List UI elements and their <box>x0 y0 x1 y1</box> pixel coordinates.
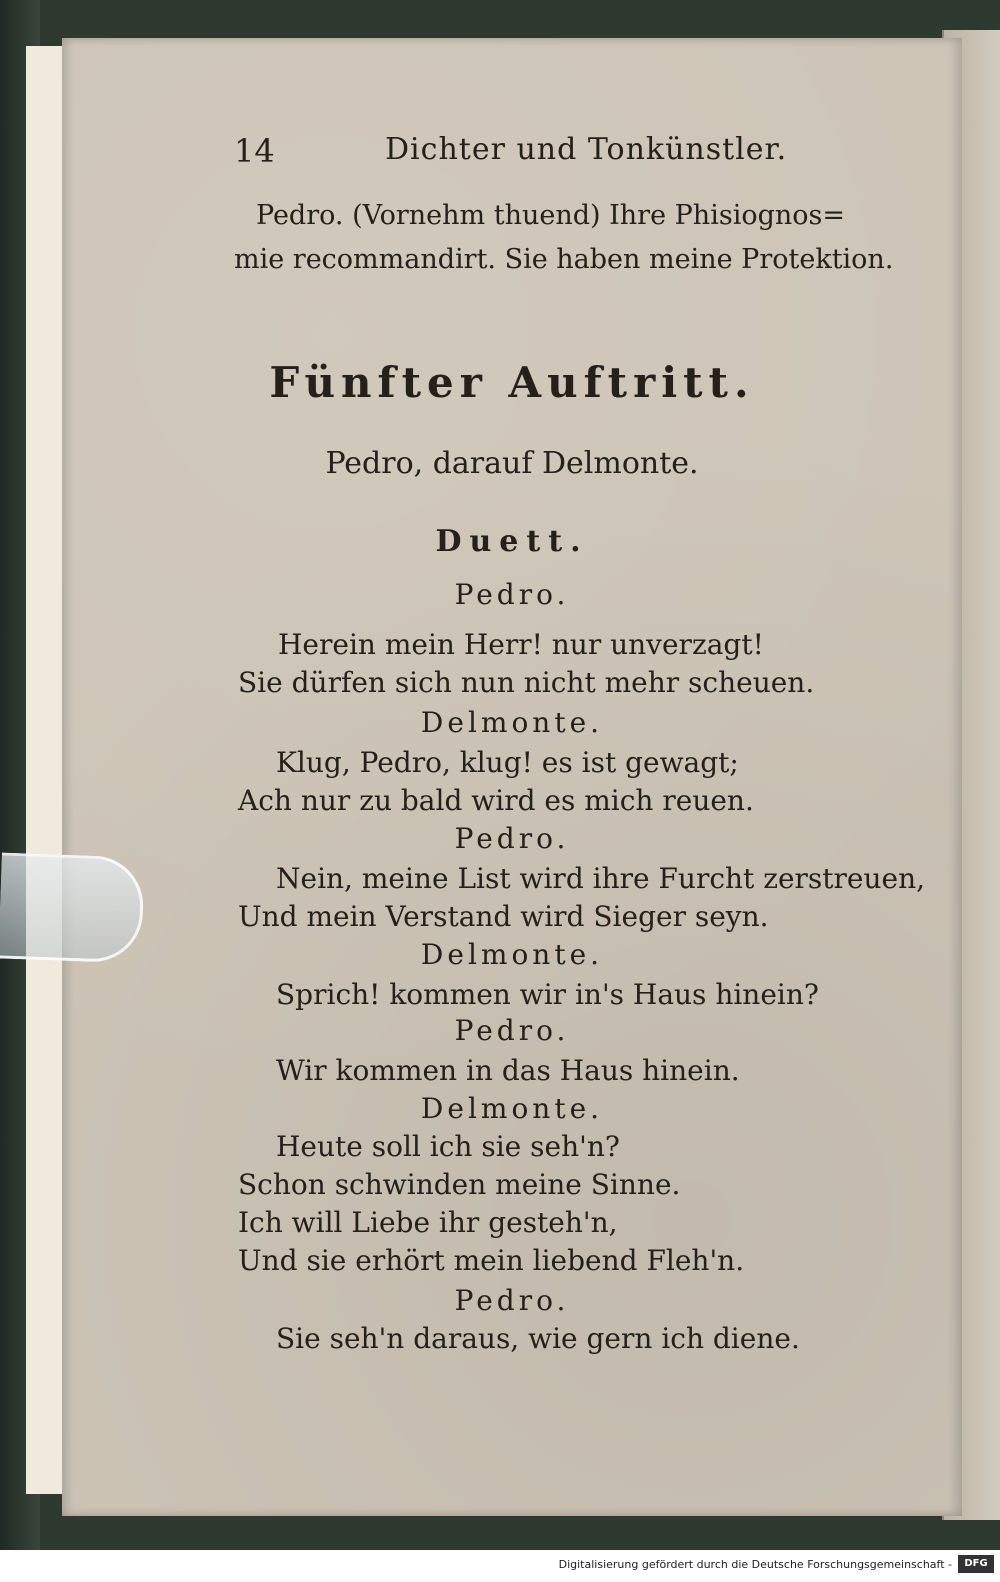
verse-line: Heute soll ich sie seh'n? <box>276 1130 620 1163</box>
verse-line: Und mein Verstand wird Sieger seyn. <box>238 900 769 933</box>
verse-line: Herein mein Herr! nur unverzagt! <box>278 628 764 661</box>
verse-line: Klug, Pedro, klug! es ist gewagt; <box>276 746 739 779</box>
scene-heading: Fünfter Auftritt. <box>269 358 755 407</box>
verse-line: Sprich! kommen wir in's Haus hinein? <box>276 978 819 1011</box>
speaker-label: Pedro. <box>454 1014 570 1047</box>
verse-line: Schon schwinden meine Sinne. <box>238 1168 681 1201</box>
speaker-label: Pedro. <box>454 1284 570 1317</box>
speaker-label: Delmonte. <box>420 938 604 971</box>
cast-line: Pedro, darauf Delmonte. <box>325 446 699 481</box>
verse-line: Nein, meine List wird ihre Furcht zerstreuen, <box>276 862 926 895</box>
dfg-logo: DFG <box>958 1555 994 1573</box>
speaker-label: Pedro. <box>454 578 570 611</box>
speaker-label: Delmonte. <box>420 1092 604 1125</box>
verse-line: Ach nur zu bald wird es mich reuen. <box>238 784 754 817</box>
speaker-label: Pedro. <box>454 822 570 855</box>
verse-line: Wir kommen in das Haus hinein. <box>276 1054 740 1087</box>
speaker-label: Delmonte. <box>420 706 604 739</box>
footer-credit: Digitalisierung gefördert durch die Deutsche Forschungsgemeinschaft - <box>558 1558 952 1571</box>
page-number: 14 <box>234 132 275 170</box>
verse-line: Und sie erhört mein liebend Fleh'n. <box>238 1244 745 1277</box>
verse-line: Sie seh'n daraus, wie gern ich diene. <box>276 1322 800 1355</box>
duett-label: Duett. <box>435 524 589 559</box>
intro-line-2: mie recommandirt. Sie haben meine Protektion. <box>234 244 894 275</box>
verse-line: Ich will Liebe ihr gesteh'n, <box>238 1206 618 1239</box>
intro-line-1: Pedro. (Vornehm thuend) Ihre Phisiognos= <box>256 200 845 231</box>
verse-line: Sie dürfen sich nun nicht mehr scheuen. <box>238 666 815 699</box>
running-head: Dichter und Tonkünstler. <box>385 132 788 167</box>
